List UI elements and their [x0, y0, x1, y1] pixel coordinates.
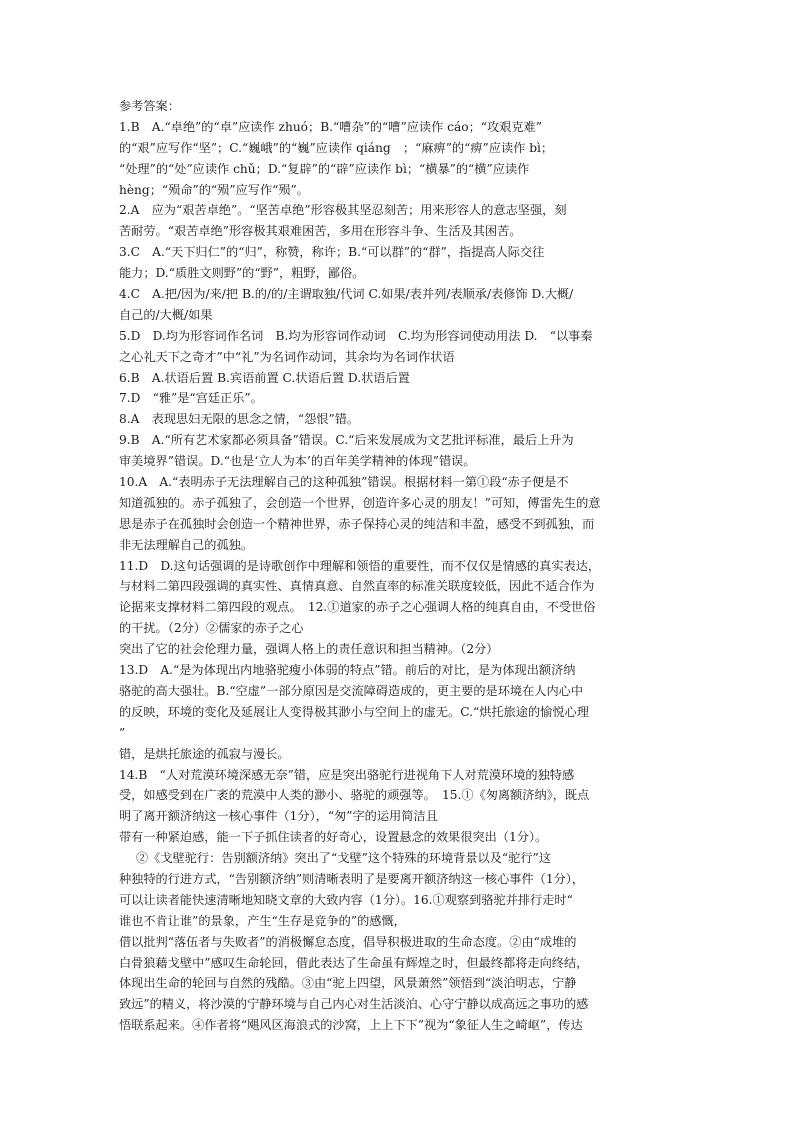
text-line: 2.A 应为“艰苦卓绝”。“坚苦卓绝”形容极其坚忍刻苦；用来形容人的意志坚强，刻: [119, 203, 567, 218]
text-line: 13.D A.“是为体现出内地骆驼瘦小体弱的特点”错。前后的对比，是为体现出额济纳: [119, 663, 576, 678]
text-line: 白骨狼藉戈壁中”感叹生命轮回，借此表达了生命虽有辉煌之时，但最终都将走向终结，: [119, 955, 589, 970]
text-line: 受，如感受到在广袤的荒漠中人类的渺小、骆驼的顽强等。 15.①《匆离额济纳》，既点: [119, 788, 590, 803]
text-line: 的反映，环境的变化及延展让人变得极其渺小与空间上的虚无。C.“烘托旅途的愉悦心理: [119, 704, 589, 719]
text-line: 之心礼天下之奇才”中“礼”为名词作动词，其余均为名词作状语: [119, 349, 455, 364]
text-line: 悟联系起来。④作者将“飓风区海浪式的沙窝，上上下下”视为“象征人生之崎岖”，传达: [119, 1018, 583, 1033]
text-line: 明了离开额济纳这一核心事件（1分），“匆”字的运用简洁且: [119, 809, 438, 824]
text-line: 10.A A.“表明赤子无法理解自己的这种孤独”错误。根据材料一第①段“赤子便是不: [119, 475, 569, 490]
text-line: 苦耐劳。“艰苦卓绝”形容极其艰难困苦，多用在形容斗争、生活及其困苦。: [119, 224, 522, 239]
text-line: 的“艰”应写作“坚”；C.“巍峨”的“巍”应读作 qiáng ；“麻痹”的“痹”应读作 bì；: [119, 140, 554, 155]
text-line: 3.C A.“天下归仁”的“归”，称赞，称许；B.“可以群”的“群”，指提高人际交往: [119, 245, 545, 260]
answer-key-text: [119, 96, 679, 1057]
text-line: 论据来支撑材料二第四段的观点。 12.①道家的赤子之心强调人格的纯真自由，不受世俗: [119, 600, 596, 615]
text-line: 思是赤子在孤独时会创造一个精神世界，赤子保持心灵的纯洁和丰盈，感受不到孤独，而: [119, 516, 595, 531]
text-line: 的干扰。（2分）②儒家的赤子之心: [119, 621, 304, 636]
text-line: 非无法理解自己的孤独。: [119, 537, 254, 552]
answer-heading: 参考答案：: [119, 99, 180, 113]
text-line: 6.B A.状语后置 B.宾语前置 C.状语后置 D.状语后置: [119, 370, 410, 385]
text-line: 7.D “雅”是“宫廷正乐”。: [119, 391, 263, 406]
text-line: [119, 1036, 679, 1057]
text-line: 可以让读者能快速清晰地知晓文章的大致内容（1分）。16.①观察到骆驼并排行走时“: [119, 892, 573, 907]
text-line: 8.A 表现思妇无限的思念之情，“怨恨”错。: [119, 412, 360, 427]
text-line: 4.C A.把/因为/来/把 B.的/的/主谓取独/代词 C.如果/表并列/表顺承/表修饰 D.大概/: [119, 287, 574, 302]
text-line: 知道孤独的。赤子孤独了，会创造一个世界，创造许多心灵的朋友！”可知，傅雷先生的意: [119, 495, 601, 510]
text-line: 5.D D.均为形容词作名词 B.均为形容词作动词 C.均为形容词使动用法 D. “以事秦: [119, 328, 593, 343]
text-line: 1.B A.“卓绝”的“卓”应读作 zhuó；B.“嘈杂”的“嘈”应读作 cáo；“攻艰克难”: [119, 119, 542, 134]
text-line: 致远”的精义，将沙漠的宁静环境与自己内心对生活淡泊、心守宁静以成高远之事功的感: [119, 997, 589, 1012]
text-line: 突出了它的社会伦理力量，强调人格上的责任意识和担当精神。（2分）: [119, 642, 499, 657]
text-line: 体现出生命的轮回与自然的残酷。③由“驼上四望，风景萧然”领悟到“淡泊明志，宁静: [119, 976, 577, 991]
text-line: ②《戈壁驼行：告别额济纳》突出了“戈壁”这个特殊的环境背景以及“驼行”这: [136, 851, 551, 866]
text-line: 14.B “人对荒漠环境深感无奈”错，应是突出骆驼行进视角下人对荒漠环境的独特感: [119, 767, 575, 782]
text-line: “处理”的“处”应读作 chǔ；D.“复辟”的“辟”应读作 bì；“横暴”的“横”应读作: [119, 161, 530, 176]
text-line: 自己的/大概/如果: [119, 307, 213, 322]
text-line: 借以批判“落伍者与失败者”的消极懈怠态度，倡导积极进取的生命态度。②由“成堆的: [119, 934, 577, 949]
text-line: 错，是烘托旅途的孤寂与漫长。: [119, 746, 290, 761]
text-line: 9.B A.“所有艺术家都必须具备”错误。C.“后来发展成为文艺批评标准，最后上升为: [119, 433, 574, 448]
text-line: hèng；“殒命”的“殒”应写作“殒”。: [119, 182, 309, 197]
text-line: 审美境界”错误。D.“也是‘立人为本’的百年美学精神的体现”错误。: [119, 454, 476, 469]
text-line: 11.D D.这句话强调的是诗歌创作中理解和领悟的重要性，而不仅仅是情感的真实表达，: [119, 558, 601, 573]
text-line: 与材料二第四段强调的真实性、真情真意、自然直率的标准关联度较低，因此不适合作为: [119, 579, 595, 594]
text-line: ”: [119, 725, 126, 740]
text-line: 种独特的行进方式，“告别额济纳”则清晰表明了是要离开额济纳这一核心事件（1分），: [119, 871, 585, 886]
text-line: 带有一种紧迫感，能一下子抓住读者的好奇心，设置悬念的效果很突出（1分）。: [119, 830, 548, 845]
text-line: 谁也不肯让谁”的景象，产生“生存是竞争的”的感慨，: [119, 913, 406, 928]
text-line: 能力；D.“质胜文则野”的“野”，粗野，鄙俗。: [119, 266, 365, 281]
text-line: 骆驼的高大强壮。B.“空虚”一部分原因是交流障碍造成的，更主要的是环境在人内心中: [119, 683, 584, 698]
